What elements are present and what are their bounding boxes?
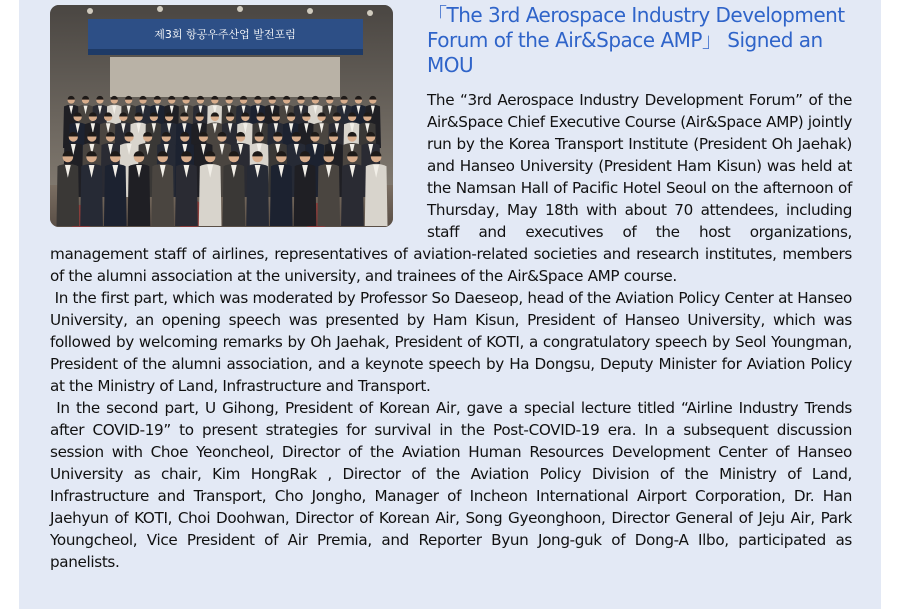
photo-text-wrap-spacer xyxy=(50,89,427,237)
article-body xyxy=(50,89,852,573)
article-title: 「The 3rd Aerospace Industry Development Forum of the Air&Space AMP」 Signed an MOU xyxy=(427,3,845,77)
paragraph-intro: The “3rd Aerospace Industry Development Forum” of the Air&Space Chief Executive Course (Air&Space AMP) jointly run by the Korea Transport Institute (President Oh Jaehak) and Hanseo University (President Ham Kisun) was held at the Namsan Hall of Pacific Hotel Seoul on the afternoon of Thursday, May 18th with about 70 attendees, including staff and executives of the host organizations, management staff of airlines, representatives of aviation-related societies and research institutes, members of the alumni association at the university, and trainees of the Air&Space AMP course. xyxy=(50,91,852,285)
paragraph-first-part: In the first part, which was moderated by Professor So Daeseop, head of the Aviation Policy Center at Hanseo University, an opening speech was presented by Ham Kisun, President of Hanseo University, which was followed by welcoming remarks by Oh Jaehak, President of KOTI, a congratulatory speech by Seol Youngman, President of the alumni association, and a keynote speech by Ha Dongsu, Deputy Minister for Aviation Policy at the Ministry of Land, Infrastructure and Transport. xyxy=(50,289,852,395)
photo-banner-text: 제3회 항공우주산업 발전포럼 xyxy=(154,28,296,41)
paragraph-second-part: In the second part, U Gihong, President of Korean Air, gave a special lecture titled “Airline Industry Trends after COVID-19” to present strategies for survival in the Post-COVID-19 era. In a subsequent discussion session with Choe Yeoncheol, Director of the Aviation Human Resources Development Center of Hanseo University as chair, Kim HongRak , Director of the Aviation Policy Division of the Ministry of Land, Infrastructure and Transport, Cho Jongho, Manager of Incheon International Airport Corporation, Dr. Han Jaehyun of KOTI, Choi Doohwan, Director of Korean Air, Song Gyeonghoon, Director General of Jeju Air, Park Youngcheol, Vice President of Air Premia, and Reporter Byun Jong-guk of Dong-A Ilbo, participated as panelists. xyxy=(50,399,852,571)
